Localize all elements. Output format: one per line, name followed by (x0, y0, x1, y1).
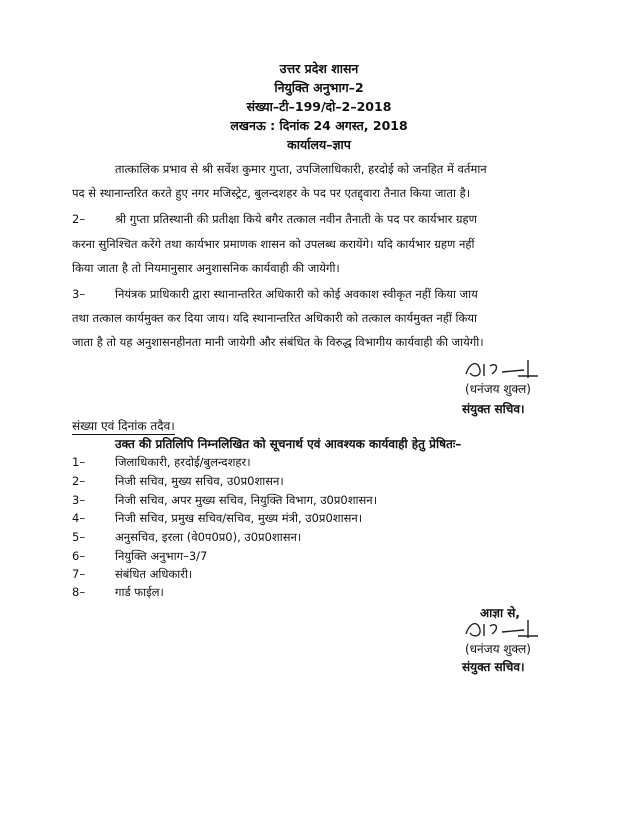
para3-line1: नियंत्रक प्राधिकारी द्वारा स्थानान्तरित अधिकारी को कोई अवकाश स्वीकृत नहीं किया जाय (115, 287, 478, 301)
office-memo-title: कार्यालय–ज्ञाप (287, 137, 351, 152)
copy-item-number: 7– (72, 567, 86, 581)
signature-scribble (462, 618, 542, 642)
para2-line2: करना सुनिश्चित करेंगे तथा कार्यभार प्रमाणक शासन को उपलब्ध करायेंगे। यदि कार्यभार ग्रहण नहीं (72, 237, 475, 251)
copy-item: निजी सचिव, अपर मुख्य सचिव, नियुक्ति विभाग, उ0प्र0शासन। (115, 493, 378, 507)
copy-item-number: 1– (72, 455, 86, 469)
by-order-text: आज्ञा से, (480, 606, 520, 620)
copy-item-number: 3– (72, 493, 86, 507)
govt-name: उत्तर प्रदेश शासन (279, 61, 359, 76)
copy-item-number: 2– (72, 474, 86, 488)
para2-line3: किया जाता है तो नियमानुसार अनुशासनिक कार्यवाही की जायेगी। (72, 261, 340, 275)
para3-line3: जाता है तो यह अनुशासनहीनता मानी जायेगी और संबंधित के विरुद्ध विभागीय कार्यवाही की जायेगी। (72, 335, 484, 349)
copy-item-number: 6– (72, 549, 86, 563)
copy-item: संबंधित अधिकारी। (115, 567, 193, 581)
copy-reference: संख्या एवं दिनांक तदैव। (72, 419, 175, 433)
para2-number: 2– (72, 212, 86, 226)
copy-item: अनुसचिव, इरला (वे0प0प्र0), उ0प्र0शासन। (115, 530, 302, 544)
copy-item: नियुक्ति अनुभाग–3/7 (115, 549, 208, 563)
signature-scribble (462, 358, 542, 382)
copy-item: निजी सचिव, प्रमुख सचिव/सचिव, मुख्य मंत्री, उ0प्र0शासन। (115, 511, 363, 525)
para3-line2: तथा तत्काल कार्यमुक्त कर दिया जाय। यदि स्थानान्तरित अधिकारी को तत्काल कार्यमुक्त नहीं किया (72, 311, 477, 325)
copy-item: निजी सचिव, मुख्य सचिव, उ0प्र0शासन। (115, 474, 284, 488)
para1-line2: पद से स्थानान्तरित करते हुए नगर मजिस्ट्रेट, बुलन्दशहर के पद पर एतद्द्वारा तैनात किया जाता है। (72, 186, 471, 200)
copy-item-number: 4– (72, 511, 86, 525)
signatory-name: (धनंजय शुक्ल) (465, 382, 531, 396)
signatory-designation: संयुक्त सचिव। (462, 660, 525, 674)
copy-item-number: 8– (72, 585, 86, 599)
copy-item: जिलाधिकारी, हरदोई/बुलन्दशहर। (115, 455, 251, 469)
reference-number: संख्या–टी–199/दो–2–2018 (246, 99, 392, 114)
copy-item-number: 5– (72, 530, 86, 544)
place-date: लखनऊ : दिनांक 24 अगस्त, 2018 (230, 118, 408, 133)
para1-line1: तात्कालिक प्रभाव से श्री सर्वेश कुमार गुप्ता, उपजिलाधिकारी, हरदोई को जनहित में वर्तमान (115, 162, 487, 176)
signatory-name: (धनंजय शुक्ल) (465, 642, 531, 656)
section-name: नियुक्ति अनुभाग–2 (274, 80, 364, 95)
para2-line1: श्री गुप्ता प्रतिस्थानी की प्रतीक्षा किये बगैर तत्काल नवीन तैनाती के पद पर कार्यभार ग्रहण (115, 212, 477, 226)
copy-intro: उक्त की प्रतिलिपि निम्नलिखित को सूचनार्थ एवं आवश्यक कार्यवाही हेतु प्रेषितः– (115, 437, 462, 451)
signatory-designation: संयुक्त सचिव। (462, 402, 525, 416)
para3-number: 3– (72, 287, 86, 301)
copy-item: गार्ड फाईल। (115, 585, 164, 599)
